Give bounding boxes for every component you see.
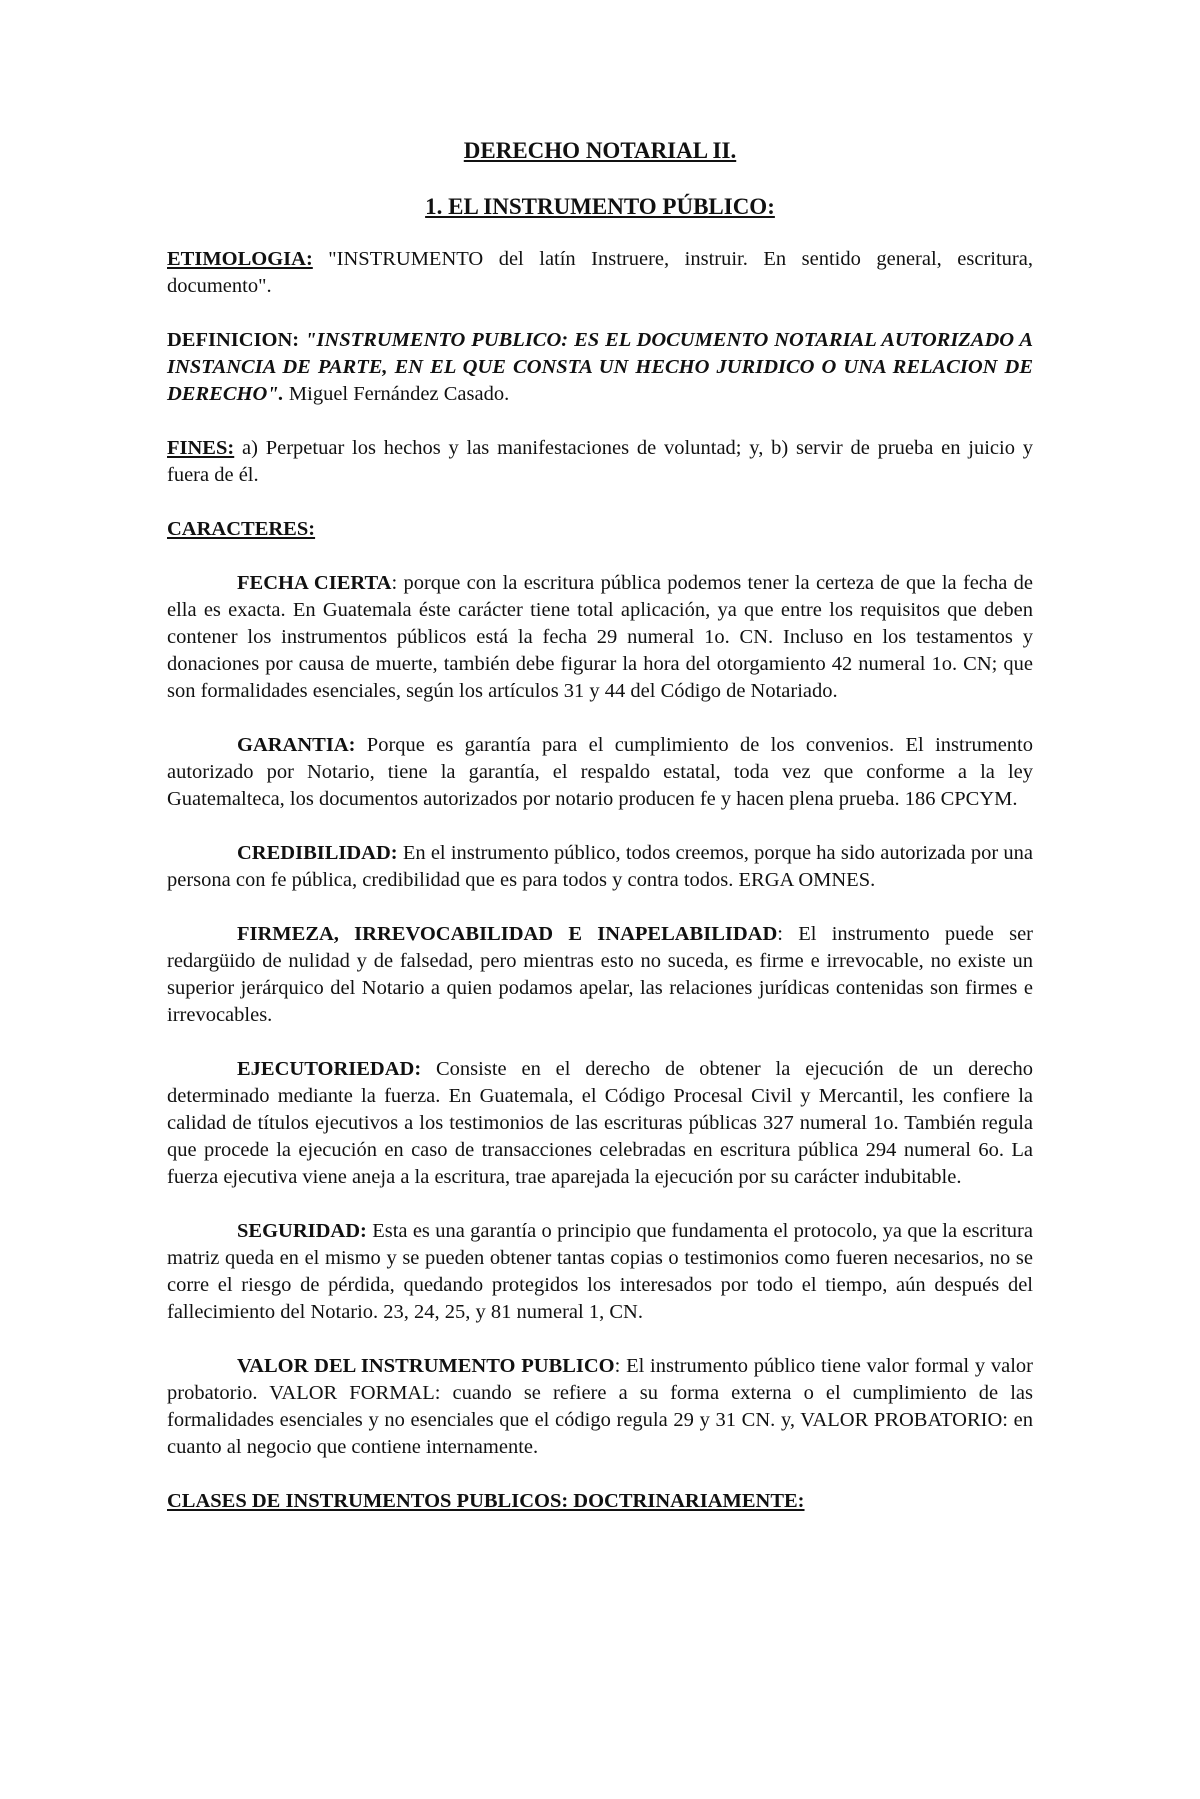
caracter-valor: [167, 1353, 1033, 1461]
caracter-label: SEGURIDAD:: [237, 1220, 367, 1242]
section-title: 1. EL INSTRUMENTO PÚBLICO:: [425, 194, 775, 219]
fines-label: FINES:: [167, 437, 235, 459]
definicion-quote: "INSTRUMENTO PUBLICO: ES EL DOCUMENTO NOTARIAL AUTORIZADO A INSTANCIA DE PARTE, EN EL QUE CONSTA UN HECHO JURIDICO O UNA RELACION DE DERECHO".: [167, 329, 1033, 405]
caracter-text: Consiste en el derecho de obtener la ejecución de un derecho determinado mediante la fuerza. En Guatemala, el Código Procesal Civil y Mercantil, les confiere la calidad de títulos ejecutivos a los testimonios de las escrituras públicas 327 numeral 1o. También regula que procede la ejecución en caso de transacciones celebradas en escritura pública 294 numeral 6o. La fuerza ejecutiva viene aneja a la escritura, trae aparejada la ejecución por su carácter indubitable.: [167, 1058, 1033, 1188]
caracter-text: : El instrumento puede ser redargüido de nulidad y de falsedad, pero mientras esto no suceda, es firme e irrevocable, no existe un superior jerárquico del Notario a quien podamos apelar, las relaciones jurídicas contenidas son firmes e irrevocables.: [167, 923, 1033, 1026]
caracter-text: Esta es una garantía o principio que fundamenta el protocolo, ya que la escritura matriz queda en el mismo y se pueden obtener tantas copias o testimonios como fueren necesarios, no se corre el riesgo de pérdida, quedando protegidos los interesados por todo el tiempo, aún después del fallecimiento del Notario. 23, 24, 25, y 81 numeral 1, CN.: [167, 1220, 1033, 1323]
caracter-label: VALOR DEL INSTRUMENTO PUBLICO: [237, 1355, 615, 1377]
etimologia-text: "INSTRUMENTO del latín Instruere, instruir. En sentido general, escritura, documento".: [167, 248, 1033, 297]
caracter-fecha-cierta: [167, 570, 1033, 705]
definicion-paragraph: [167, 327, 1033, 408]
fines-paragraph: [167, 435, 1033, 489]
clases-heading: CLASES DE INSTRUMENTOS PUBLICOS: DOCTRINARIAMENTE:: [167, 1490, 805, 1512]
caracter-firmeza: [167, 921, 1033, 1029]
caracter-ejecutoriedad: [167, 1056, 1033, 1191]
etimologia-paragraph: [167, 246, 1033, 300]
caracter-label: GARANTIA:: [237, 734, 356, 756]
caracter-seguridad: [167, 1218, 1033, 1326]
caracter-text: : porque con la escritura pública podemos tener la certeza de que la fecha de ella es exacta. En Guatemala éste carácter tiene total aplicación, ya que entre los requisitos que deben contener los instrumentos públicos está la fecha 29 numeral 1o. CN. Incluso en los testamentos y donaciones por causa de muerte, también debe figurar la hora del otorgamiento 42 numeral 1o. CN; que son formalidades esenciales, según los artículos 31 y 44 del Código de Notariado.: [167, 572, 1033, 702]
caracter-text: En el instrumento público, todos creemos, porque ha sido autorizada por una persona con fe pública, credibilidad que es para todos y contra todos. ERGA OMNES.: [167, 842, 1033, 891]
caracter-label: FECHA CIERTA: [237, 572, 392, 594]
caracter-label: CREDIBILIDAD:: [237, 842, 398, 864]
caracter-label: EJECUTORIEDAD:: [237, 1058, 422, 1080]
definicion-label: DEFINICION:: [167, 329, 300, 351]
caracteres-heading: CARACTERES:: [167, 518, 316, 540]
document-title: DERECHO NOTARIAL II.: [463, 138, 737, 163]
fines-text: a) Perpetuar los hechos y las manifestaciones de voluntad; y, b) servir de prueba en juicio y fuera de él.: [167, 437, 1033, 486]
caracter-credibilidad: [167, 840, 1033, 894]
caracter-text: Porque es garantía para el cumplimiento de los convenios. El instrumento autorizado por Notario, tiene la garantía, el respaldo estatal, toda vez que conforme a la ley Guatemalteca, los documentos autorizados por notario producen fe y hacen plena prueba. 186 CPCYM.: [167, 734, 1033, 810]
caracter-text: : El instrumento público tiene valor formal y valor probatorio. VALOR FORMAL: cuando se refiere a su forma externa o el cumplimiento de las formalidades esenciales y no esenciales que el código regula 29 y 31 CN. y, VALOR PROBATORIO: en cuanto al negocio que contiene internamente.: [167, 1355, 1033, 1458]
definicion-author: Miguel Fernández Casado.: [283, 383, 510, 405]
etimologia-label: ETIMOLOGIA:: [167, 248, 313, 270]
caracter-label: FIRMEZA, IRREVOCABILIDAD E INAPELABILIDAD: [237, 923, 778, 945]
caracter-garantia: [167, 732, 1033, 813]
